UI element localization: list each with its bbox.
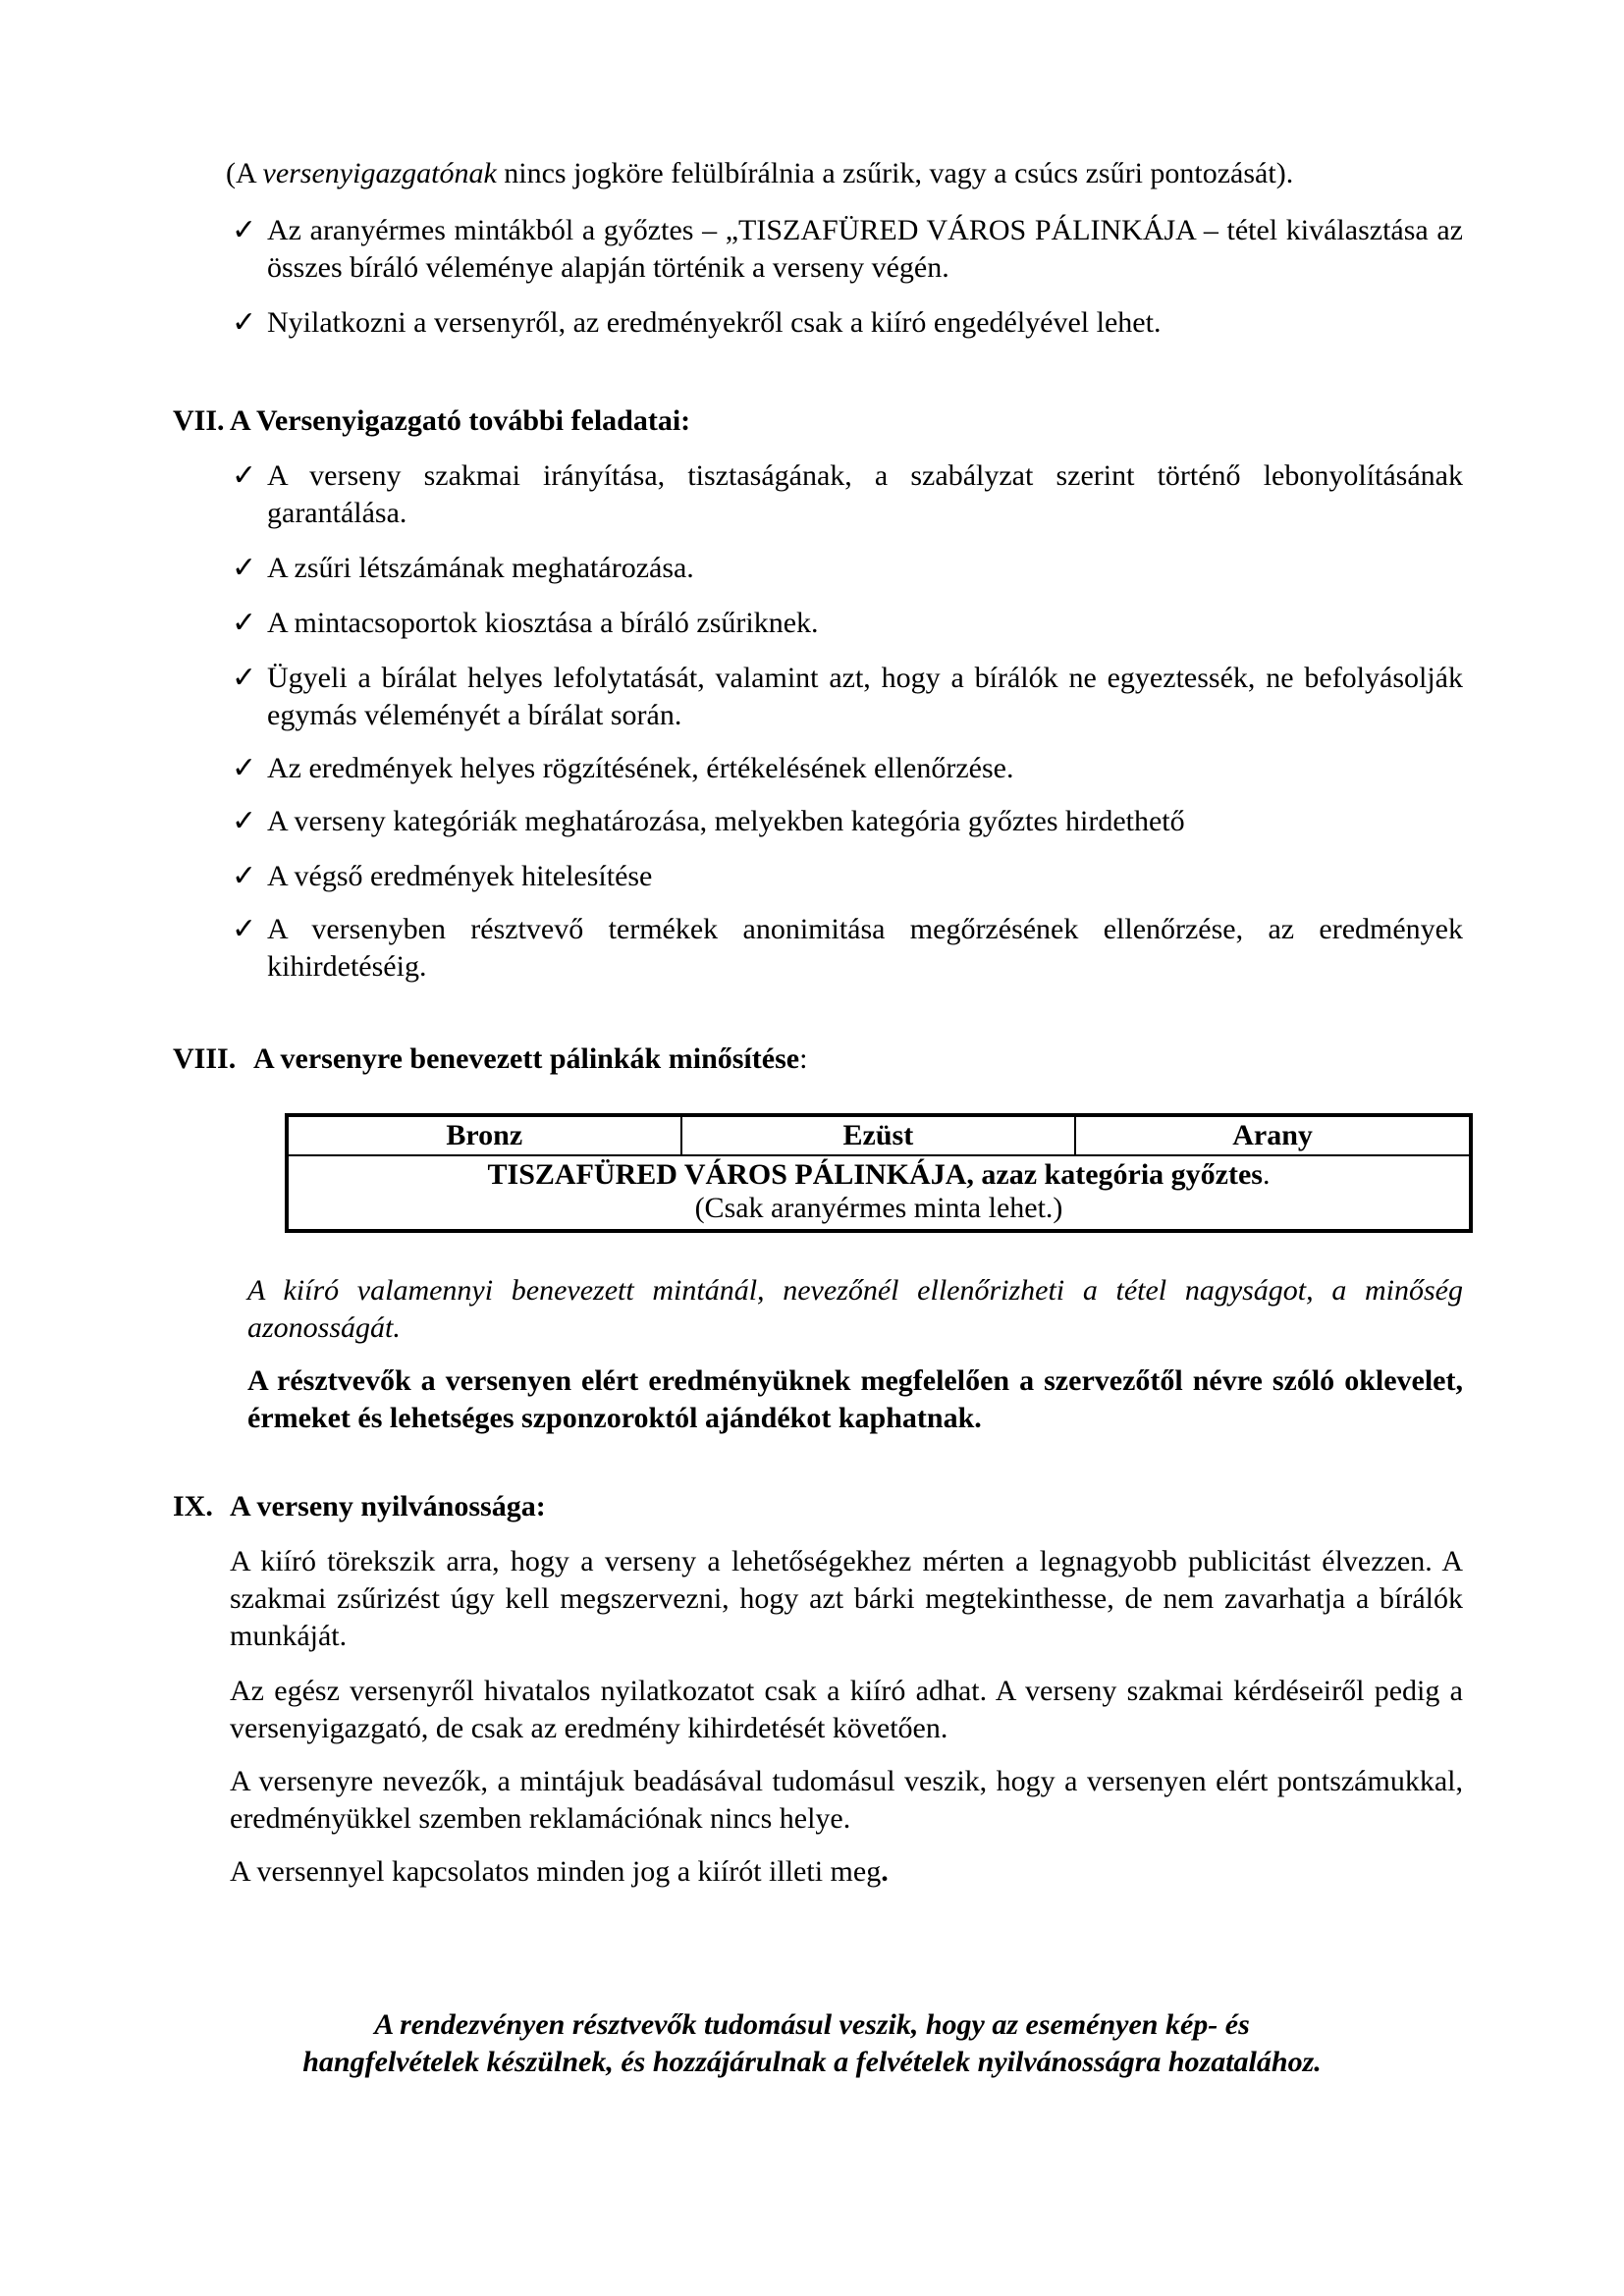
list-item	[232, 605, 1463, 642]
list-item	[232, 550, 1463, 587]
last-paragraph-text: A versennyel kapcsolatos minden jog a kiírót illeti meg	[230, 1855, 882, 1888]
check-mark-icon: ✓	[232, 214, 257, 246]
list-item-text: A végső eredmények hitelesítése	[267, 860, 653, 892]
list-item-text: A verseny szakmai irányítása, tisztaságának, a szabályzat szerint történő lebonyolításának garantálása.	[267, 459, 1463, 529]
section-title: A Versenyigazgató további feladatai:	[230, 404, 691, 437]
check-mark-icon: ✓	[232, 607, 257, 639]
section-number: IX.	[173, 1490, 213, 1522]
intro-paragraph	[226, 155, 1463, 192]
check-mark-icon: ✓	[232, 552, 257, 584]
section-heading-viii	[173, 1041, 807, 1078]
section-title: A versenyre benevezett pálinkák minősítése	[253, 1042, 800, 1075]
table-header-cell: Bronz	[287, 1115, 681, 1155]
body-paragraph: A versenyre nevezők, a mintájuk beadásával tudomásul veszik, hogy a versenyen elért pontszámukkal, eredményükkel szemben reklamációnak nincs helye.	[230, 1765, 1463, 1835]
list-item	[232, 660, 1463, 734]
list-item-text: Az eredmények helyes rögzítésének, értékelésének ellenőrzése.	[267, 752, 1014, 784]
body-paragraph	[230, 1853, 1463, 1891]
body-paragraph: A kiíró törekszik arra, hogy a verseny a lehetőségekhez mérten a legnagyobb publicitást élvezzen. A szakmai zsűrizést úgy kell megszervezni, hogy azt bárki megtekinthesse, de nem zavarhatja a bírálók munkáját.	[230, 1545, 1463, 1652]
intro-italic: versenyigazgatónak	[262, 157, 497, 189]
check-mark-icon: ✓	[232, 459, 257, 492]
list-item	[232, 803, 1463, 840]
list-item-text: A versenyben résztvevő termékek anonimitása megőrzésének ellenőrzése, az eredmények kihirdetéséig.	[267, 913, 1463, 983]
check-mark-icon: ✓	[232, 662, 257, 694]
check-mark-icon: ✓	[232, 752, 257, 784]
list-item-text: A verseny kategóriák meghatározása, melyekben kategória győztes hirdethető	[267, 805, 1185, 837]
bold-paragraph: A résztvevők a versenyen elért eredményüknek megfelelően a szervezőtől névre szóló oklevelet, érmeket és lehetséges szponzoroktól ajándékot kaphatnak.	[247, 1364, 1463, 1434]
list-item	[232, 212, 1463, 287]
list-item-text: Nyilatkozni a versenyről, az eredményekről csak a kiíró engedélyével lehet.	[267, 306, 1162, 339]
section-number: VII.	[173, 404, 225, 437]
winner-line	[289, 1158, 1469, 1192]
table-header-cell: Ezüst	[681, 1115, 1076, 1155]
table-winner-cell	[287, 1155, 1471, 1231]
table-header-cell: Arany	[1075, 1115, 1471, 1155]
closing-line-2: hangfelvételek készülnek, és hozzájárulnak a felvételek nyilvánosságra hozatalához.	[302, 2046, 1322, 2078]
section-heading-ix	[173, 1488, 546, 1525]
section-title-colon: :	[799, 1042, 808, 1075]
list-item	[232, 911, 1463, 986]
list-item-text: Ügyeli a bírálat helyes lefolytatását, valamint azt, hogy a bírálók ne egyeztessék, ne befolyásolják egymás véleményét a bírálat során.	[267, 662, 1463, 731]
winner-text: TISZAFÜRED VÁROS PÁLINKÁJA, azaz kategória győztes	[487, 1158, 1263, 1191]
grades-table	[285, 1113, 1473, 1233]
list-item	[232, 457, 1463, 532]
section-number: VIII.	[173, 1042, 237, 1075]
list-item	[232, 304, 1463, 342]
check-mark-icon: ✓	[232, 306, 257, 339]
section-title: A verseny nyilvánossága:	[230, 1490, 546, 1522]
list-item-text: Az aranyérmes mintákból a győztes – „TISZAFÜRED VÁROS PÁLINKÁJA – tétel kiválasztása az összes bíráló véleménye alapján történik a verseny végén.	[267, 214, 1463, 284]
winner-note: (Csak aranyérmes minta lehet.)	[694, 1192, 1063, 1224]
intro-open: (A	[226, 157, 263, 189]
closing-line-1: A rendezvényen résztvevők tudomásul veszik, hogy az eseményen kép- és	[374, 2008, 1250, 2041]
list-item	[232, 750, 1463, 787]
section-heading-vii	[173, 402, 690, 440]
italic-paragraph: A kiíró valamennyi benevezett mintánál, nevezőnél ellenőrizheti a tétel nagyságot, a minőség azonosságát.	[247, 1274, 1463, 1344]
check-mark-icon: ✓	[232, 860, 257, 892]
intro-rest: nincs jogköre felülbírálnia a zsűrik, vagy a csúcs zsűri pontozását).	[496, 157, 1294, 189]
check-mark-icon: ✓	[232, 805, 257, 837]
list-item-text: A mintacsoportok kiosztása a bíráló zsűriknek.	[267, 607, 819, 639]
last-paragraph-dot: .	[881, 1855, 889, 1888]
check-mark-icon: ✓	[232, 913, 257, 945]
list-item-text: A zsűri létszámának meghatározása.	[267, 552, 694, 584]
winner-dot: .	[1262, 1158, 1271, 1191]
list-item	[232, 858, 1463, 895]
body-paragraph: Az egész versenyről hivatalos nyilatkozatot csak a kiíró adhat. A verseny szakmai kérdéseiről pedig a versenyigazgató, de csak az eredmény kihirdetését követően.	[230, 1675, 1463, 1744]
